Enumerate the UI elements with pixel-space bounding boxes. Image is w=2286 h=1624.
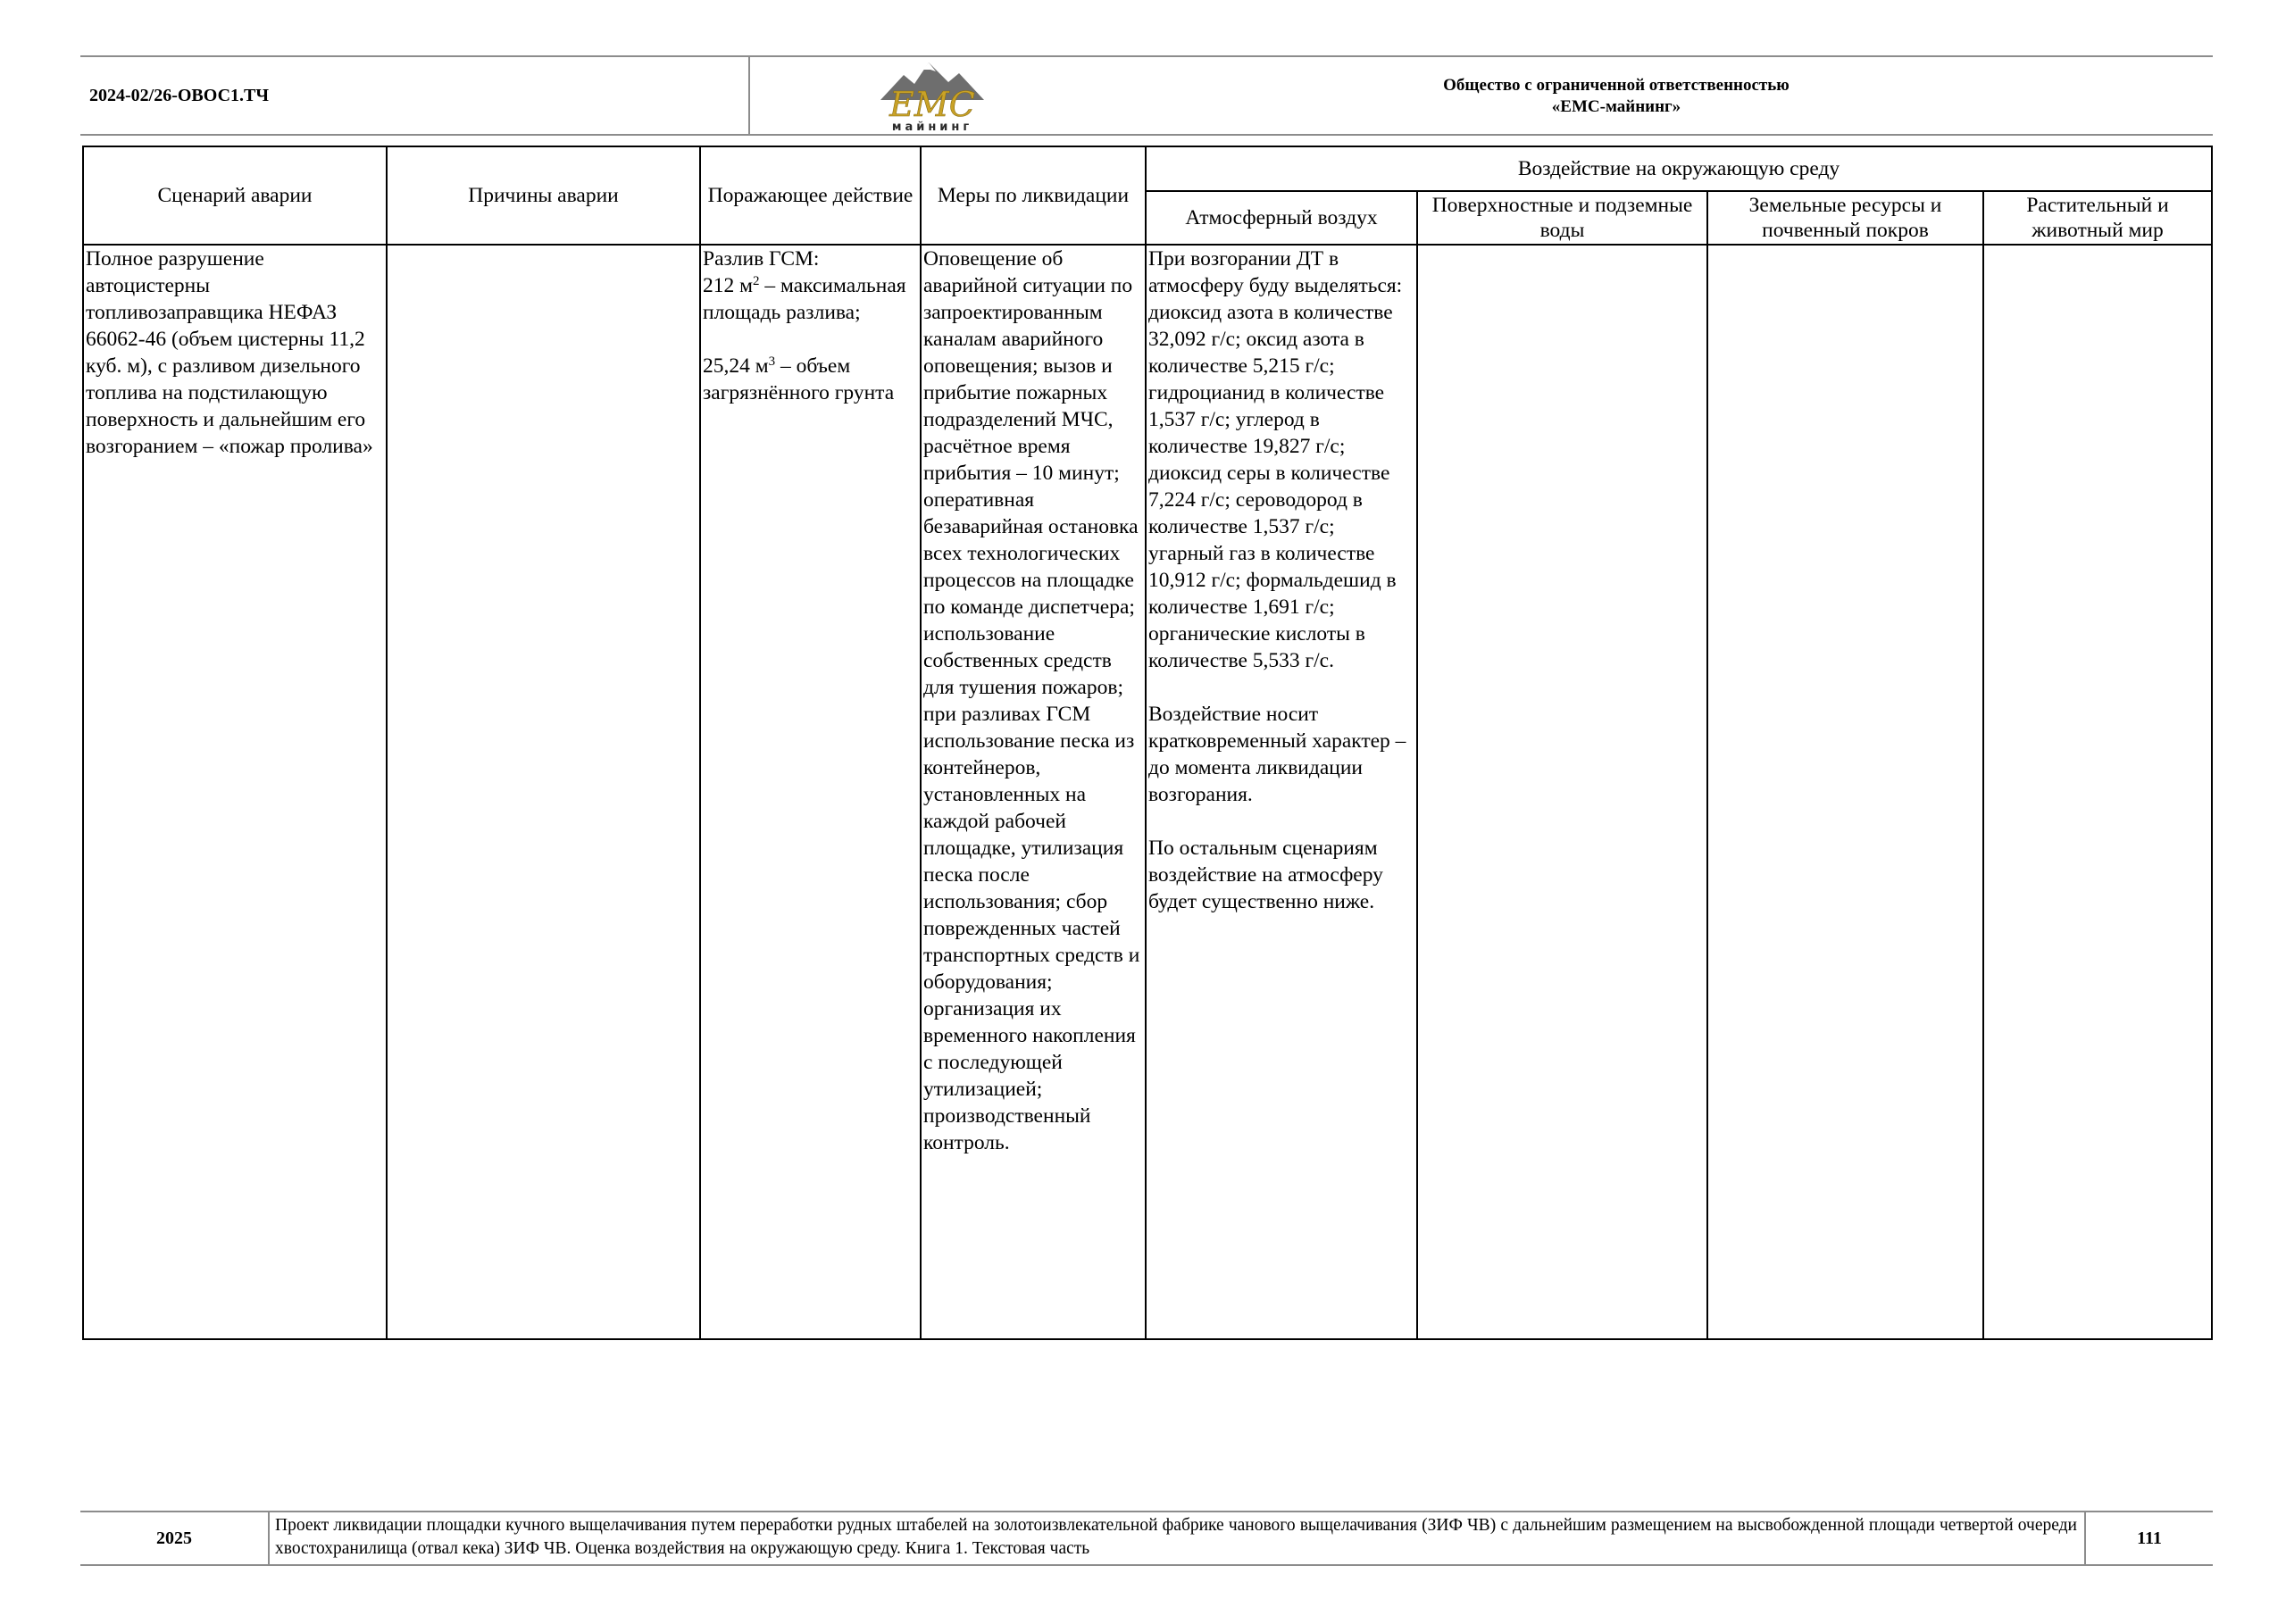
logo-text: EMC xyxy=(889,85,975,124)
logo-subtext: майнинг xyxy=(891,121,973,134)
cell-air xyxy=(1146,245,1417,1339)
soil-volume-unit-power: 3 xyxy=(768,354,776,369)
footer-year: 2025 xyxy=(156,1528,192,1548)
col-header-air: Атмосферный воздух xyxy=(1146,191,1417,245)
table-row xyxy=(83,245,2212,1339)
footer-divider-left xyxy=(268,1512,270,1564)
col-header-scenario: Сценарий аварии xyxy=(83,146,387,245)
org-line-2: «ЕМС-майнинг» xyxy=(1551,97,1681,116)
page-number: 111 xyxy=(2137,1528,2162,1548)
soil-volume-desc: – объем загрязнённого грунта xyxy=(703,354,895,404)
org-line-1: Общество с ограниченной ответственностью xyxy=(1443,76,1790,95)
cell-land xyxy=(1707,245,1983,1339)
col-header-measures: Меры по ликвидации xyxy=(921,146,1146,245)
cell-flora xyxy=(1983,245,2212,1339)
cell-scenario: Полное разрушение автоцистерны топливозаправщика НЕФАЗ 66062-46 (объем цистерны 11,2 куб. м), с разливом дизельного топлива на подстилающую поверхность и дальнейшим его возгоранием – «пожар пролива» xyxy=(83,245,387,1339)
cell-damaging xyxy=(700,245,921,1339)
col-header-causes: Причины аварии xyxy=(387,146,700,245)
document-code: 2024-02/26-ОВОС1.ТЧ xyxy=(89,86,270,105)
cell-water xyxy=(1417,245,1707,1339)
page-footer xyxy=(80,1511,2213,1566)
cell-measures: Оповещение об аварийной ситуации по запроектированным каналам аварийного оповещения; вызов и прибытие пожарных подразделений МЧС, расчётное время прибытия – 10 минут; оперативная безаварийная остановка всех технологических процессов на площадке по команде диспетчера; использование собственных средств для тушения пожаров; при разливах ГСМ использование песка из контейнеров, установленных на каждой рабочей площадке, утилизация песка после использования; сбор поврежденных частей транспортных средств и оборудования; организация их временного накопления с последующей утилизацией; производственный контроль. xyxy=(921,245,1146,1339)
damaging-label: Разлив ГСМ: xyxy=(703,247,820,271)
cell-causes xyxy=(387,245,700,1339)
air-emissions-text: При возгорании ДТ в атмосферу буду выделяться: диоксид азота в количестве 32,092 г/с; оксид азота в количестве 5,215 г/с; гидроцианид в количестве 1,537 г/с; углерод в количестве 19,827 г/с; диоксид серы в количестве 7,224 г/с; сероводород в количестве 1,537 г/с; угарный газ в количестве 10,912 г/с; формальдешид в количестве 1,691 г/с; органические кислоты в количестве 5,533 г/с. xyxy=(1148,247,1403,672)
page-header xyxy=(80,55,2213,136)
spill-area-value: 212 м xyxy=(703,274,753,297)
company-logo xyxy=(873,59,991,134)
soil-volume-value: 25,24 м xyxy=(703,354,769,378)
organization-name xyxy=(1331,75,1902,118)
col-header-damaging: Поражающее действие xyxy=(700,146,921,245)
col-header-water: Поверхностные и подземные воды xyxy=(1417,191,1707,245)
air-other-scenarios-text: По остальным сценариям воздействие на атмосферу будет существенно ниже. xyxy=(1148,837,1383,913)
header-divider xyxy=(748,57,750,134)
spill-area-desc: – максимальная площадь разлива; xyxy=(703,274,906,324)
col-header-flora: Растительный и животный мир xyxy=(1983,191,2212,245)
footer-project-title: Проект ликвидации площадки кучного выщелачивания путем переработки рудных штабелей на золотоизвлекательной фабрике чанового выщелачивания (ЗИФ ЧВ) с дальнейшим размещением на высвобожденной площади четвертой очереди хвостохранилища (отвал кека) ЗИФ ЧВ. Оценка воздействия на окружающую среду. Книга 1. Текстовая часть xyxy=(275,1516,2077,1558)
accident-impact-table xyxy=(82,146,2213,1340)
air-duration-text: Воздействие носит кратковременный характер – до момента ликвидации возгорания. xyxy=(1148,703,1406,806)
col-header-land: Земельные ресурсы и почвенный покров xyxy=(1707,191,1983,245)
spill-area-unit-power: 2 xyxy=(753,274,760,288)
col-header-impact-group: Воздействие на окружающую среду xyxy=(1146,146,2212,191)
